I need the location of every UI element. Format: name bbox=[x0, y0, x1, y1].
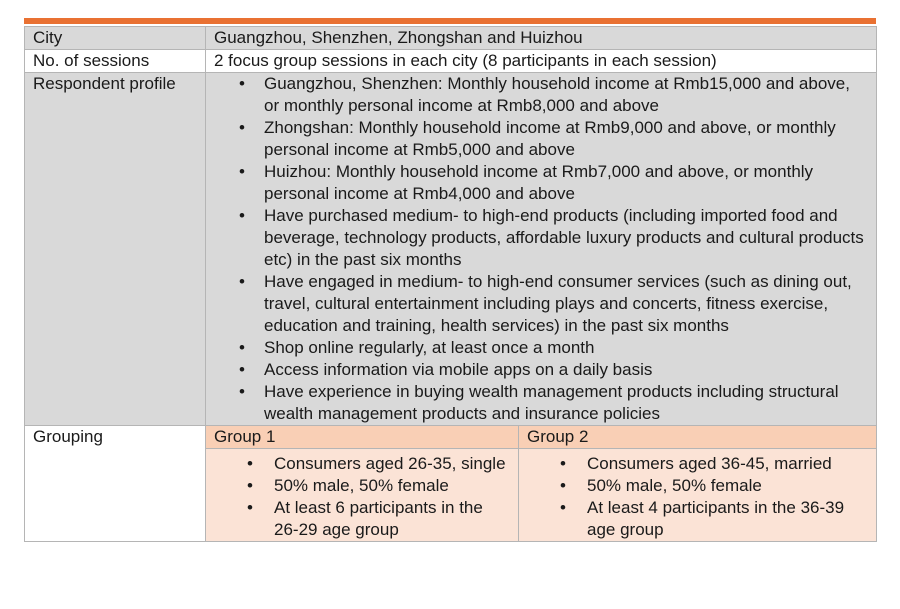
value-city: Guangzhou, Shenzhen, Zhongshan and Huizhou bbox=[206, 27, 877, 50]
focus-group-table bbox=[24, 26, 877, 542]
table-row-sessions bbox=[25, 50, 877, 73]
profile-criteria bbox=[206, 73, 877, 426]
group2-item: • Consumers aged 36-45, married bbox=[527, 453, 868, 475]
group2-criteria bbox=[519, 449, 877, 542]
accent-top-bar bbox=[24, 18, 876, 24]
profile-item: • Have experience in buying wealth management products including structural wealth management products and insurance policies bbox=[214, 381, 868, 425]
group1-title: Group 1 bbox=[206, 426, 519, 449]
profile-item: • Shop online regularly, at least once a month bbox=[214, 337, 868, 359]
group2-item: • 50% male, 50% female bbox=[527, 475, 868, 497]
table-row-profile bbox=[25, 73, 877, 426]
label-sessions: No. of sessions bbox=[25, 50, 206, 73]
group1-list bbox=[214, 453, 510, 541]
table-row-city bbox=[25, 27, 877, 50]
label-grouping: Grouping bbox=[25, 426, 206, 542]
group2-list bbox=[527, 453, 868, 541]
group1-item: • Consumers aged 26-35, single bbox=[214, 453, 510, 475]
group1-item: • At least 6 participants in the 26-29 age group bbox=[214, 497, 510, 541]
profile-list bbox=[214, 73, 868, 425]
table-row-grouping-header bbox=[25, 426, 877, 449]
group1-item: • 50% male, 50% female bbox=[214, 475, 510, 497]
profile-item: • Guangzhou, Shenzhen: Monthly household income at Rmb15,000 and above, or monthly personal income at Rmb8,000 and above bbox=[214, 73, 868, 117]
profile-item: • Have purchased medium- to high-end products (including imported food and beverage, technology products, affordable luxury products and cultural products etc) in the past six months bbox=[214, 205, 868, 271]
value-sessions: 2 focus group sessions in each city (8 participants in each session) bbox=[206, 50, 877, 73]
label-city: City bbox=[25, 27, 206, 50]
label-profile: Respondent profile bbox=[25, 73, 206, 426]
group1-criteria bbox=[206, 449, 519, 542]
group2-item: • At least 4 participants in the 36-39 age group bbox=[527, 497, 868, 541]
profile-item: • Access information via mobile apps on a daily basis bbox=[214, 359, 868, 381]
profile-item: • Zhongshan: Monthly household income at Rmb9,000 and above, or monthly personal income at Rmb5,000 and above bbox=[214, 117, 868, 161]
profile-item: • Have engaged in medium- to high-end consumer services (such as dining out, travel, cultural entertainment including plays and concerts, fitness exercise, education and training, health services) in the past six months bbox=[214, 271, 868, 337]
group2-title: Group 2 bbox=[519, 426, 877, 449]
profile-item: • Huizhou: Monthly household income at Rmb7,000 and above, or monthly personal income at Rmb4,000 and above bbox=[214, 161, 868, 205]
